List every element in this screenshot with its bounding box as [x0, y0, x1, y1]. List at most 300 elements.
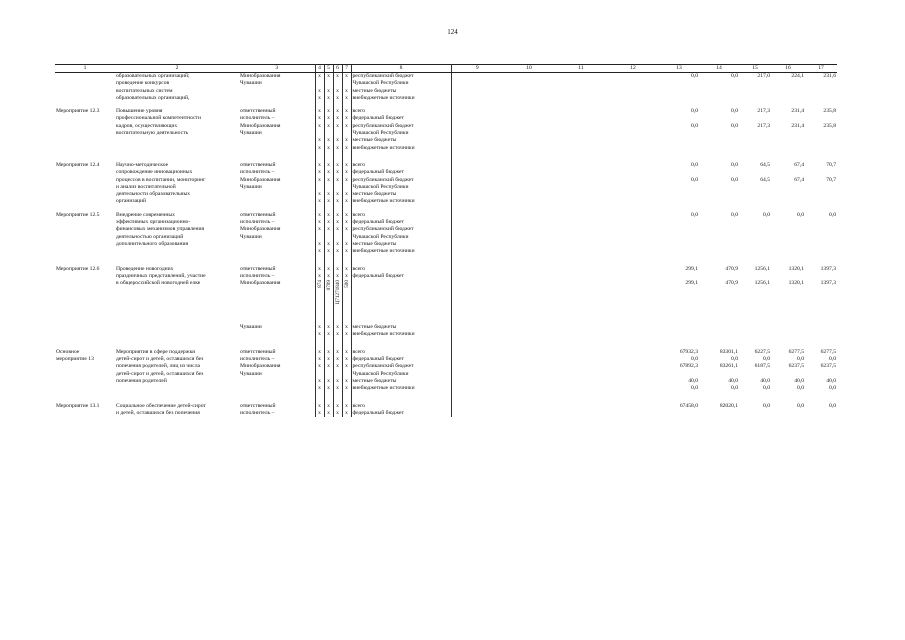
table-cell — [555, 177, 607, 184]
table-cell — [555, 248, 607, 255]
code-cell — [315, 184, 324, 191]
table-cell — [555, 226, 607, 233]
table-cell — [451, 152, 503, 162]
funding-source: федеральный бюджет — [351, 356, 451, 363]
funding-source: внебюджетные источники — [351, 95, 451, 102]
amount-value — [805, 248, 837, 255]
measure-title — [115, 324, 239, 331]
amount-value: 6237,5 — [788, 363, 804, 370]
amount-value — [739, 219, 771, 226]
table-cell — [771, 339, 805, 349]
executor: ответственный — [240, 211, 276, 218]
table-cell — [451, 331, 503, 338]
table-cell — [607, 331, 659, 338]
code-cell — [333, 184, 342, 191]
table-cell — [555, 280, 607, 324]
code-cell: x — [324, 248, 333, 255]
code-cell — [342, 280, 351, 324]
column-header: 1 — [55, 65, 115, 73]
table-cell — [55, 393, 115, 403]
amount-value: 1397,3 — [820, 265, 836, 272]
code-cell: x — [333, 241, 342, 248]
code-cell: x — [315, 226, 324, 233]
table-row — [55, 198, 837, 205]
spacer-row — [55, 393, 837, 403]
amount-value: 0,0 — [731, 108, 738, 115]
table-cell — [503, 123, 555, 130]
code-cell: x — [333, 88, 342, 95]
amount-value: 0,0 — [731, 161, 738, 168]
code-cell: x — [342, 385, 351, 392]
table-cell — [503, 137, 555, 144]
code-cell: x — [324, 331, 333, 338]
table-cell — [503, 256, 555, 266]
table-cell — [739, 152, 771, 162]
measure-title: дополнительного образования — [116, 240, 189, 247]
column-header: 5 — [324, 65, 333, 73]
amount-value: 470,9 — [725, 280, 738, 287]
table-cell — [451, 280, 503, 324]
table-cell — [607, 356, 659, 363]
measure-title — [115, 248, 239, 255]
table-cell — [771, 393, 805, 403]
spacer-row — [55, 256, 837, 266]
code-cell: x — [324, 378, 333, 385]
row-label — [55, 88, 115, 95]
amount-value — [699, 241, 739, 248]
code-cell: x — [333, 219, 342, 226]
amount-value: 0,0 — [829, 356, 836, 363]
table-cell — [324, 339, 333, 349]
measure-title: Мероприятия в сфере поддержки — [116, 348, 196, 355]
table-cell — [503, 363, 555, 370]
amount-value — [699, 137, 739, 144]
amount-value — [699, 410, 739, 417]
code-cell — [342, 80, 351, 87]
amount-value — [739, 248, 771, 255]
table-cell — [451, 363, 503, 370]
table-cell — [555, 385, 607, 392]
amount-value — [771, 80, 805, 87]
budget-table — [55, 64, 837, 417]
table-cell — [555, 324, 607, 331]
executor: исполнитель – — [240, 356, 275, 363]
row-label — [55, 219, 115, 226]
table-cell — [607, 212, 659, 219]
code-cell: x — [333, 73, 342, 81]
table-cell — [451, 95, 503, 102]
table-cell — [555, 339, 607, 349]
code-cell: x — [315, 363, 324, 370]
code-cell: x — [315, 137, 324, 144]
funding-source: местные бюджеты — [351, 191, 451, 198]
table-row — [55, 234, 837, 241]
funding-source: Чувашской Республики — [351, 184, 451, 191]
amount-value — [659, 184, 699, 191]
table-cell — [503, 198, 555, 205]
code-cell: x — [315, 95, 324, 102]
row-label: Мероприятие 12.6 — [56, 265, 100, 272]
amount-value — [659, 241, 699, 248]
table-cell — [607, 266, 659, 273]
row-label — [55, 378, 115, 385]
table-cell — [451, 248, 503, 255]
table-row — [55, 73, 837, 81]
amount-value — [805, 95, 837, 102]
amount-value: 0,0 — [829, 211, 836, 218]
table-cell — [503, 266, 555, 273]
table-cell — [607, 95, 659, 102]
table-cell — [699, 256, 739, 266]
table-cell — [315, 152, 324, 162]
amount-value — [659, 130, 699, 137]
row-label — [55, 169, 115, 176]
code-cell: x — [342, 349, 351, 356]
amount-value — [699, 371, 739, 378]
column-header: 9 — [451, 65, 503, 73]
table-row — [55, 241, 837, 248]
code-cell: x — [333, 385, 342, 392]
amount-value — [659, 410, 699, 417]
code-cell — [315, 130, 324, 137]
table-cell — [451, 356, 503, 363]
measure-title: образовательных организаций; — [116, 73, 190, 79]
table-row — [55, 80, 837, 87]
amount-value: 70,7 — [826, 161, 836, 168]
amount-value: 0,0 — [731, 356, 738, 363]
amount-value — [699, 324, 739, 331]
table-cell — [55, 339, 115, 349]
table-cell — [333, 339, 342, 349]
code-cell: x — [324, 403, 333, 410]
row-label — [55, 324, 115, 331]
amount-value — [771, 371, 805, 378]
row-label — [55, 95, 115, 102]
table-cell — [503, 130, 555, 137]
table-cell — [503, 349, 555, 356]
code-cell: x — [315, 248, 324, 255]
row-label — [55, 248, 115, 255]
amount-value — [805, 410, 837, 417]
code-cell — [342, 371, 351, 378]
table-cell — [239, 339, 315, 349]
measure-title: деятельности образовательных — [116, 191, 191, 198]
code-cell: x — [324, 88, 333, 95]
code-cell: x — [324, 219, 333, 226]
amount-value: 83261,1 — [719, 363, 738, 370]
table-cell — [555, 241, 607, 248]
table-cell — [607, 115, 659, 122]
amount-value — [739, 88, 771, 95]
table-cell — [607, 248, 659, 255]
measure-title — [115, 331, 239, 338]
code-cell: x — [342, 219, 351, 226]
row-label — [55, 280, 115, 324]
amount-value — [771, 219, 805, 226]
code-cell: x — [342, 356, 351, 363]
table-cell — [451, 88, 503, 95]
column-header: 7 — [342, 65, 351, 73]
table-cell — [324, 256, 333, 266]
measure-title: финансовых механизмов управления — [116, 226, 205, 233]
table-cell — [351, 256, 451, 266]
amount-value — [699, 219, 739, 226]
executor: ответственный — [240, 265, 276, 272]
table-row — [55, 108, 837, 115]
row-label — [55, 226, 115, 233]
row-label: Мероприятие 13.1 — [56, 402, 100, 409]
column-header: 4 — [315, 65, 324, 73]
amount-value — [739, 80, 771, 87]
code-cell: x — [315, 331, 324, 338]
code-cell: x — [333, 378, 342, 385]
table-cell — [607, 184, 659, 191]
amount-value: 0,0 — [829, 385, 836, 392]
code-cell: x — [333, 137, 342, 144]
amount-value — [739, 169, 771, 176]
table-cell — [607, 256, 659, 266]
measure-title: Научно-методическое — [116, 161, 169, 168]
amount-value: 0,0 — [691, 356, 698, 363]
row-label — [55, 130, 115, 137]
funding-source: всего — [351, 212, 451, 219]
code-cell: x — [333, 95, 342, 102]
amount-value: 0,0 — [691, 161, 698, 168]
row-label: Мероприятие 12.3 — [56, 108, 100, 115]
amount-value — [771, 248, 805, 255]
table-cell — [503, 108, 555, 115]
table-cell — [351, 393, 451, 403]
table-row — [55, 363, 837, 370]
amount-value — [659, 324, 699, 331]
table-cell — [555, 152, 607, 162]
table-cell — [555, 130, 607, 137]
amount-value: 470,9 — [725, 265, 738, 272]
code-cell: x — [342, 403, 351, 410]
code-cell: x — [315, 356, 324, 363]
amount-value — [805, 137, 837, 144]
executor — [239, 88, 315, 95]
table-cell — [324, 393, 333, 403]
code-cell: x — [333, 115, 342, 122]
table-cell — [451, 184, 503, 191]
code-cell: x — [315, 88, 324, 95]
table-cell — [451, 256, 503, 266]
code-cell: x — [333, 212, 342, 219]
table-cell — [555, 184, 607, 191]
code-cell — [324, 371, 333, 378]
amount-value — [805, 80, 837, 87]
amount-value: 0,0 — [691, 211, 698, 218]
table-row — [55, 212, 837, 219]
table-cell — [315, 393, 324, 403]
table-cell — [699, 152, 739, 162]
table-row — [55, 226, 837, 233]
budget-code: 874 — [316, 280, 323, 288]
code-cell: x — [333, 145, 342, 152]
code-cell: x — [315, 115, 324, 122]
amount-value: 67,4 — [794, 176, 804, 183]
executor — [239, 191, 315, 198]
amount-value: 82020,1 — [719, 402, 738, 409]
table-cell — [451, 378, 503, 385]
table-row — [55, 169, 837, 176]
table-cell — [607, 226, 659, 233]
amount-value: 217,3 — [757, 122, 770, 129]
amount-value: 70,7 — [826, 176, 836, 183]
amount-value — [771, 198, 805, 205]
table-cell — [503, 80, 555, 87]
code-cell: x — [324, 169, 333, 176]
amount-value — [699, 226, 739, 233]
table-cell — [805, 152, 837, 162]
funding-source: местные бюджеты — [351, 324, 451, 331]
amount-value — [659, 80, 699, 87]
code-cell: x — [324, 273, 333, 280]
amount-value — [699, 191, 739, 198]
executor: Минобразования — [240, 226, 281, 233]
code-cell: x — [333, 349, 342, 356]
amount-value — [739, 226, 771, 233]
table-cell — [555, 198, 607, 205]
amount-value — [805, 184, 837, 191]
amount-value — [805, 130, 837, 137]
table-cell — [55, 256, 115, 266]
table-cell — [739, 339, 771, 349]
table-cell — [555, 331, 607, 338]
table-cell — [659, 393, 699, 403]
amount-value — [739, 95, 771, 102]
amount-value: 1320,1 — [788, 265, 804, 272]
table-row — [55, 410, 837, 417]
table-cell — [451, 410, 503, 417]
amount-value: 299,1 — [685, 265, 698, 272]
table-cell — [555, 410, 607, 417]
table-cell — [555, 219, 607, 226]
amount-value: 0,0 — [763, 356, 770, 363]
code-cell: x — [333, 248, 342, 255]
executor: ответственный — [240, 161, 276, 168]
table-cell — [607, 80, 659, 87]
table-cell — [659, 152, 699, 162]
executor: исполнитель – — [240, 272, 275, 279]
table-cell — [503, 226, 555, 233]
table-cell — [451, 266, 503, 273]
code-cell: x — [324, 410, 333, 417]
table-cell — [607, 198, 659, 205]
code-cell: x — [315, 403, 324, 410]
amount-value: 0,0 — [797, 356, 804, 363]
table-cell — [503, 177, 555, 184]
row-label — [55, 234, 115, 241]
code-cell: x — [315, 212, 324, 219]
code-cell: x — [324, 363, 333, 370]
code-cell: x — [333, 162, 342, 169]
amount-value: 224,1 — [791, 73, 804, 79]
executor: Минобразования — [240, 122, 281, 129]
code-cell: x — [315, 145, 324, 152]
row-label — [55, 184, 115, 191]
code-cell: x — [333, 191, 342, 198]
executor: Минобразования — [240, 176, 281, 183]
measure-title: Проведение новогодних — [116, 265, 174, 272]
row-label — [55, 123, 115, 130]
measure-title: организаций — [116, 198, 147, 205]
code-cell: x — [315, 162, 324, 169]
code-cell: x — [342, 137, 351, 144]
table-cell — [699, 393, 739, 403]
funding-source: республиканский бюджет — [351, 363, 451, 370]
table-cell — [451, 198, 503, 205]
code-cell: x — [324, 115, 333, 122]
table-row — [55, 280, 837, 324]
table-row — [55, 162, 837, 169]
table-cell — [451, 191, 503, 198]
row-label — [55, 385, 115, 392]
amount-value — [699, 248, 739, 255]
table-cell — [503, 378, 555, 385]
amount-value — [739, 115, 771, 122]
measure-title — [115, 385, 239, 392]
table-cell — [451, 339, 503, 349]
amount-value — [771, 331, 805, 338]
table-cell — [503, 234, 555, 241]
table-row — [55, 403, 837, 410]
amount-value: 0,0 — [731, 122, 738, 129]
amount-value: 1256,1 — [754, 280, 770, 287]
amount-value: 40,0 — [688, 377, 698, 384]
table-cell — [342, 339, 351, 349]
measure-title: Повышение уровня — [116, 108, 163, 115]
table-cell — [451, 324, 503, 331]
code-cell: x — [324, 145, 333, 152]
table-cell — [451, 273, 503, 280]
table-cell — [451, 403, 503, 410]
amount-value — [805, 198, 837, 205]
amount-value — [771, 226, 805, 233]
code-cell: x — [333, 108, 342, 115]
measure-title: и анализ воспитательной — [116, 183, 176, 190]
row-label: мероприятие 13 — [56, 356, 94, 363]
amount-value: 67458,0 — [679, 402, 698, 409]
table-cell — [607, 393, 659, 403]
amount-value — [805, 115, 837, 122]
amount-value: 231,4 — [791, 108, 804, 115]
amount-value — [771, 324, 805, 331]
row-label — [55, 198, 115, 205]
measure-title: профессиональной компетентности — [116, 115, 201, 122]
table-cell — [239, 393, 315, 403]
page-number: 124 — [447, 28, 458, 36]
table-cell — [607, 177, 659, 184]
row-label — [55, 137, 115, 144]
table-row — [55, 273, 837, 280]
table-row — [55, 88, 837, 95]
code-cell — [333, 234, 342, 241]
table-cell — [451, 241, 503, 248]
amount-value: 0,0 — [797, 402, 804, 409]
amount-value — [699, 88, 739, 95]
table-cell — [503, 212, 555, 219]
table-cell — [451, 80, 503, 87]
amount-value: 40,0 — [728, 377, 738, 384]
table-cell — [503, 403, 555, 410]
table-row — [55, 115, 837, 122]
table-row — [55, 130, 837, 137]
table-cell — [607, 234, 659, 241]
table-cell — [607, 349, 659, 356]
table-cell — [503, 273, 555, 280]
